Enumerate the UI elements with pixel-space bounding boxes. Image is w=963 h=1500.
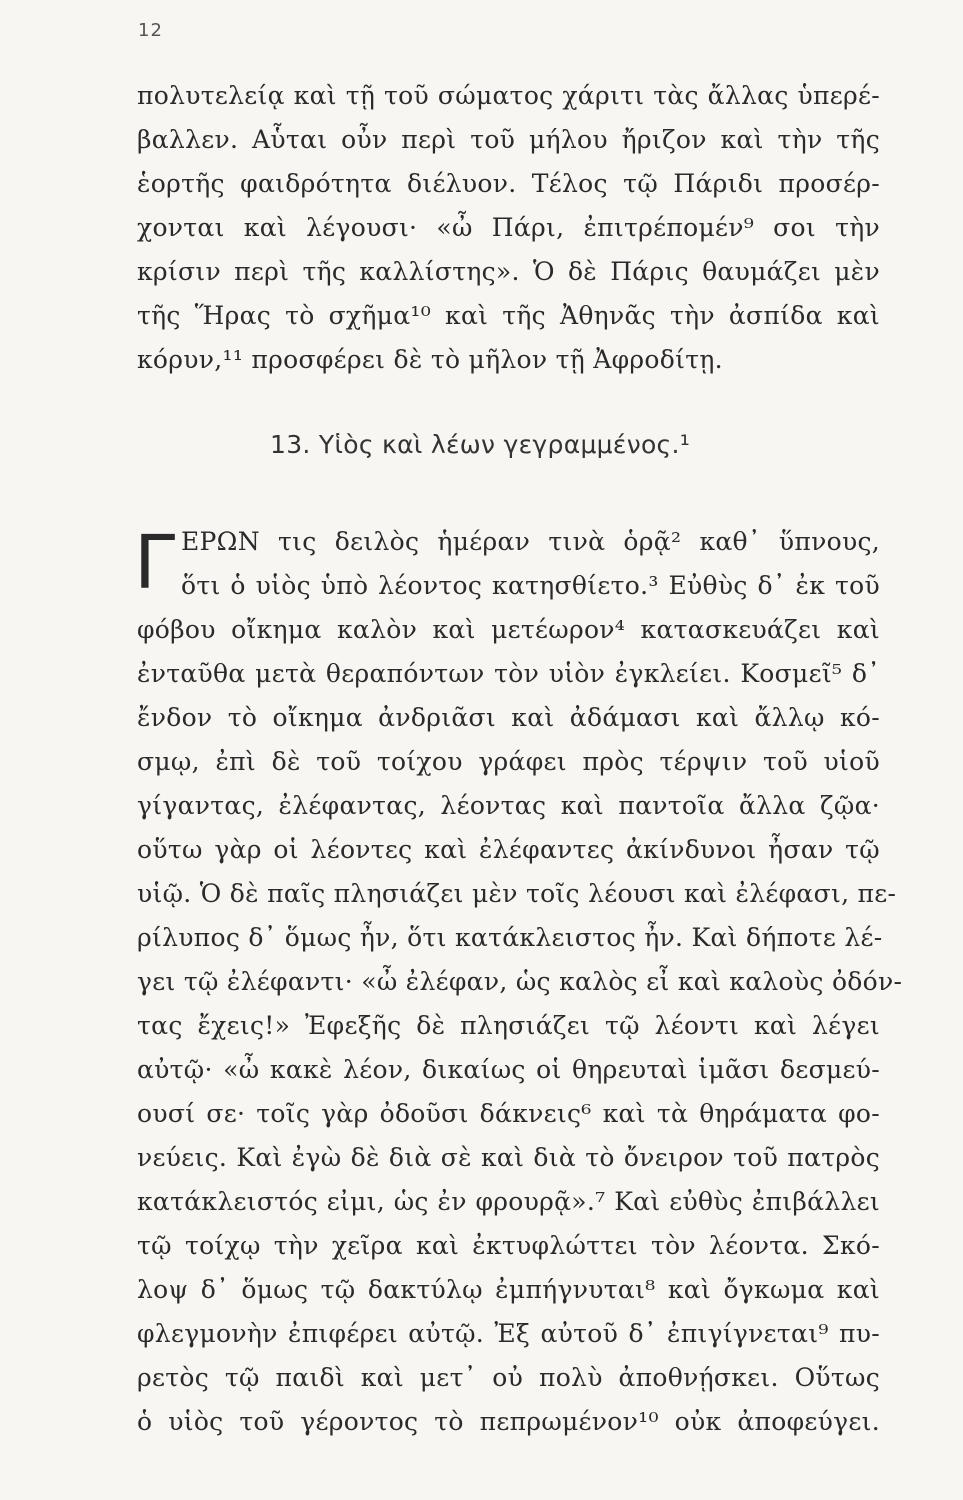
text-line: ρίλυπος δ᾽ ὅμως ἦν, ὅτι κατάκλειστος ἦν. Καὶ δήποτε λέ- bbox=[137, 923, 883, 952]
text-line: βαλλεν. Αὗται οὖν περὶ τοῦ μήλου ἤριζον καὶ τὴν τῆς bbox=[137, 125, 880, 154]
text-line: ρετὸς τῷ παιδὶ καὶ μετ᾽ οὐ πολὺ ἀποθνῄσκει. Οὕτως bbox=[137, 1363, 880, 1392]
paragraph-story bbox=[137, 520, 903, 1444]
text-line: ἑορτῆς φαιδρότητα διέλυον. Τέλος τῷ Πάριδι προσέρ- bbox=[137, 169, 880, 198]
paragraph-continued bbox=[137, 74, 880, 382]
text-line: ἔνδον τὸ οἴκημα ἀνδριᾶσι καὶ ἀδάμασι καὶ ἄλλῳ κό- bbox=[137, 703, 880, 732]
text-line: χονται καὶ λέγουσι· «ὦ Πάρι, ἐπιτρέπομέν⁹ σοι τὴν bbox=[137, 213, 880, 242]
text-line: οὕτω γὰρ οἱ λέοντες καὶ ἐλέφαντες ἀκίνδυνοι ἦσαν τῷ bbox=[137, 835, 880, 864]
section-heading: 13. Υἱὸς καὶ λέων γεγραμμένος.¹ bbox=[270, 430, 691, 459]
text-line: γίγαντας, ἐλέφαντας, λέοντας καὶ παντοῖα ἄλλα ζῷα· bbox=[137, 791, 880, 820]
text-line: τας ἔχεις!» Ἐφεξῆς δὲ πλησιάζει τῷ λέοντι καὶ λέγει bbox=[137, 1011, 880, 1040]
text-line: λοψ δ᾽ ὅμως τῷ δακτύλῳ ἐμπήγνυται⁸ καὶ ὄγκωμα καὶ bbox=[137, 1275, 880, 1304]
text-line: νεύεις. Καὶ ἐγὼ δὲ διὰ σὲ καὶ διὰ τὸ ὄνειρον τοῦ πατρὸς bbox=[137, 1143, 880, 1172]
page-number: 12 bbox=[138, 20, 163, 41]
text-line: αὐτῷ· «ὦ κακὲ λέον, δικαίως οἱ θηρευταὶ ἱμᾶσι δεσμεύ- bbox=[137, 1055, 880, 1084]
text-line: ὁ υἱὸς τοῦ γέροντος τὸ πεπρωμένον¹⁰ οὐκ ἀποφεύγει. bbox=[137, 1407, 880, 1436]
text-line: κόρυν,¹¹ προσφέρει δὲ τὸ μῆλον τῇ Ἀφροδίτῃ. bbox=[137, 345, 723, 374]
text-line: τῆς Ἥρας τὸ σχῆμα¹⁰ καὶ τῆς Ἀθηνᾶς τὴν ἀσπίδα καὶ bbox=[137, 301, 880, 330]
text-line: ΕΡΩΝ τις δειλὸς ἡμέραν τινὰ ὁρᾷ² καθ᾽ ὕπνους, bbox=[181, 527, 880, 556]
drop-cap-letter: Γ bbox=[134, 520, 176, 606]
text-line: ουσί σε· τοῖς γὰρ ὀδοῦσι δάκνεις⁶ καὶ τὰ θηράματα φο- bbox=[137, 1099, 880, 1128]
text-line: υἱῷ. Ὁ δὲ παῖς πλησιάζει μὲν τοῖς λέουσι καὶ ἐλέφασι, πε- bbox=[137, 879, 897, 908]
text-line: γει τῷ ἐλέφαντι· «ὦ ἐλέφαν, ὡς καλὸς εἶ καὶ καλοὺς ὀδόν- bbox=[137, 967, 903, 996]
text-line: ἐνταῦθα μετὰ θεραπόντων τὸν υἱὸν ἐγκλείει. Κοσμεῖ⁵ δ᾽ bbox=[137, 659, 880, 688]
text-line: φλεγμονὴν ἐπιφέρει αὐτῷ. Ἐξ αὐτοῦ δ᾽ ἐπιγίγνεται⁹ πυ- bbox=[137, 1319, 880, 1348]
text-line: ὅτι ὁ υἱὸς ὑπὸ λέοντος κατησθίετο.³ Εὐθὺς δ᾽ ἐκ τοῦ bbox=[181, 571, 880, 600]
text-line: τῷ τοίχῳ τὴν χεῖρα καὶ ἐκτυφλώττει τὸν λέοντα. Σκό- bbox=[137, 1231, 880, 1260]
text-line: κρίσιν περὶ τῆς καλλίστης». Ὁ δὲ Πάρις θαυμάζει μὲν bbox=[137, 257, 880, 286]
text-line: κατάκλειστός εἰμι, ὡς ἐν φρουρᾷ».⁷ Καὶ εὐθὺς ἐπιβάλλει bbox=[137, 1187, 880, 1216]
text-line: σμῳ, ἐπὶ δὲ τοῦ τοίχου γράφει πρὸς τέρψιν τοῦ υἱοῦ bbox=[137, 747, 880, 776]
text-line: φόβου οἴκημα καλὸν καὶ μετέωρον⁴ κατασκευάζει καὶ bbox=[137, 615, 880, 644]
text-line: πολυτελείᾳ καὶ τῇ τοῦ σώματος χάριτι τὰς ἄλλας ὑπερέ- bbox=[137, 81, 880, 110]
